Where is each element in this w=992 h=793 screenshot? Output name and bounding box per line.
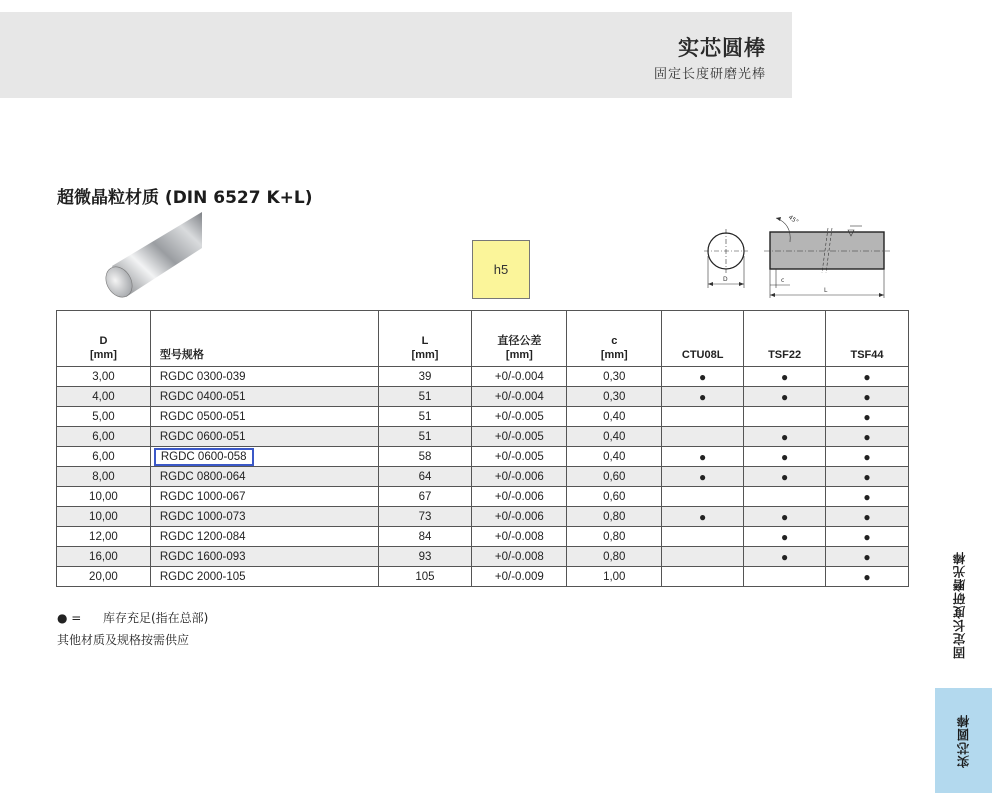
cell-tsf44: ●: [826, 567, 909, 587]
cell-ctu08l: ●: [662, 367, 744, 387]
cell-tolerance: +0/-0.006: [472, 467, 567, 487]
page-subtitle: 固定长度研磨光棒: [653, 67, 766, 82]
cell-model: [150, 447, 378, 467]
cell-tolerance: +0/-0.008: [472, 527, 567, 547]
cell-l: 58: [378, 447, 472, 467]
table-header-row: [57, 311, 909, 367]
cell-l: 84: [378, 527, 472, 547]
cell-tolerance: +0/-0.005: [472, 447, 567, 467]
cell-model: RGDC 2000-105: [150, 567, 378, 587]
cell-tsf44: ●: [826, 547, 909, 567]
cell-l: 51: [378, 427, 472, 447]
table-row: [57, 487, 909, 507]
cross-section-view: [704, 229, 748, 288]
drawing-label-c: c: [781, 277, 785, 284]
cell-ctu08l: [662, 527, 744, 547]
side-tab-label: 固定长度研磨光棒: [952, 551, 967, 659]
cell-model: RGDC 1600-093: [150, 547, 378, 567]
cell-tolerance: +0/-0.005: [472, 427, 567, 447]
cell-tsf44: ●: [826, 447, 909, 467]
cell-l: 51: [378, 387, 472, 407]
table-row: [57, 567, 909, 587]
table-row: [57, 427, 909, 447]
legend: [57, 609, 208, 626]
table-row: [57, 367, 909, 387]
table-row: [57, 387, 909, 407]
drawing-label-l: L: [824, 287, 828, 294]
cell-tsf44: ●: [826, 527, 909, 547]
cell-tolerance: +0/-0.006: [472, 507, 567, 527]
cell-ctu08l: ●: [662, 467, 744, 487]
cell-c: 0,80: [567, 527, 662, 547]
rod-image: [100, 208, 210, 303]
cell-d: 12,00: [57, 527, 151, 547]
header-band: [0, 12, 792, 98]
cell-l: 105: [378, 567, 472, 587]
cell-d: 3,00: [57, 367, 151, 387]
legend-symbol: ● =: [57, 611, 82, 625]
cell-tsf22: ●: [744, 387, 826, 407]
cell-c: 0,40: [567, 427, 662, 447]
cell-d: 5,00: [57, 407, 151, 427]
col-header-tsf44: TSF44: [826, 311, 909, 367]
cell-d: 6,00: [57, 447, 151, 467]
cell-d: 20,00: [57, 567, 151, 587]
cell-ctu08l: [662, 567, 744, 587]
cell-tsf22: ●: [744, 507, 826, 527]
cell-model: RGDC 0800-064: [150, 467, 378, 487]
cell-d: 6,00: [57, 427, 151, 447]
cell-c: 1,00: [567, 567, 662, 587]
cell-c: 0,40: [567, 447, 662, 467]
col-header-d: D [mm]: [57, 311, 151, 367]
cell-tolerance: +0/-0.004: [472, 387, 567, 407]
cell-model: RGDC 0300-039: [150, 367, 378, 387]
col-header-model: 型号规格: [150, 311, 378, 367]
cell-ctu08l: ●: [662, 387, 744, 407]
side-tab-solid-rod[interactable]: [935, 688, 992, 793]
col-header-tsf22: TSF22: [744, 311, 826, 367]
cell-c: 0,80: [567, 507, 662, 527]
table-row: [57, 407, 909, 427]
cell-ctu08l: [662, 547, 744, 567]
highlighted-model[interactable]: RGDC 0600-058: [154, 448, 254, 466]
legend-text: 库存充足(指在总部): [103, 611, 209, 625]
table-row: [57, 527, 909, 547]
cell-tolerance: +0/-0.004: [472, 367, 567, 387]
cell-d: 16,00: [57, 547, 151, 567]
cell-model: RGDC 1200-084: [150, 527, 378, 547]
availability-note: 其他材质及规格按需供应: [57, 633, 190, 647]
cell-tsf22: [744, 567, 826, 587]
col-header-l: L [mm]: [378, 311, 472, 367]
cell-tsf22: ●: [744, 527, 826, 547]
cell-ctu08l: ●: [662, 447, 744, 467]
cell-c: 0,80: [567, 547, 662, 567]
cell-l: 39: [378, 367, 472, 387]
cell-c: 0,60: [567, 467, 662, 487]
spec-table: [56, 310, 909, 587]
cell-ctu08l: [662, 407, 744, 427]
cell-tolerance: +0/-0.006: [472, 487, 567, 507]
cell-tsf22: ●: [744, 367, 826, 387]
cell-ctu08l: [662, 487, 744, 507]
cell-l: 67: [378, 487, 472, 507]
cell-tsf44: ●: [826, 487, 909, 507]
cell-c: 0,30: [567, 367, 662, 387]
cell-tsf22: [744, 487, 826, 507]
cell-l: 93: [378, 547, 472, 567]
cell-tsf22: ●: [744, 467, 826, 487]
col-header-ctu08l: CTU08L: [662, 311, 744, 367]
cell-c: 0,40: [567, 407, 662, 427]
cell-tsf44: ●: [826, 367, 909, 387]
cell-tsf22: ●: [744, 427, 826, 447]
cell-c: 0,30: [567, 387, 662, 407]
technical-drawing: [700, 206, 890, 301]
table-row: [57, 507, 909, 527]
cell-tsf44: ●: [826, 467, 909, 487]
cell-d: 4,00: [57, 387, 151, 407]
cell-tsf22: [744, 407, 826, 427]
cell-ctu08l: [662, 427, 744, 447]
cell-model: RGDC 1000-073: [150, 507, 378, 527]
cell-tsf44: ●: [826, 387, 909, 407]
cell-model: RGDC 0500-051: [150, 407, 378, 427]
cell-tsf22: ●: [744, 547, 826, 567]
page-title: 实芯圆棒: [678, 36, 766, 60]
side-tab-ground-rod[interactable]: [940, 530, 980, 680]
drawing-label-angle: 45°: [786, 213, 800, 226]
table-row: [57, 547, 909, 567]
cell-model: RGDC 1000-067: [150, 487, 378, 507]
side-tab-label: 实芯圆棒: [955, 713, 971, 768]
table-row: [57, 447, 909, 467]
section-title: 超微晶粒材质 (DIN 6527 K+L): [57, 188, 313, 208]
cell-ctu08l: ●: [662, 507, 744, 527]
col-header-c: c [mm]: [567, 311, 662, 367]
cell-model: RGDC 0400-051: [150, 387, 378, 407]
cell-tolerance: +0/-0.005: [472, 407, 567, 427]
cell-tsf44: ●: [826, 407, 909, 427]
cell-tsf44: ●: [826, 507, 909, 527]
cell-c: 0,60: [567, 487, 662, 507]
tolerance-class-box: h5: [472, 240, 530, 299]
cell-tolerance: +0/-0.008: [472, 547, 567, 567]
drawing-label-d: D: [723, 276, 728, 283]
col-header-tolerance: 直径公差 [mm]: [472, 311, 567, 367]
cell-d: 8,00: [57, 467, 151, 487]
cell-l: 64: [378, 467, 472, 487]
cell-d: 10,00: [57, 507, 151, 527]
table-row: [57, 467, 909, 487]
cell-l: 51: [378, 407, 472, 427]
cell-model: RGDC 0600-051: [150, 427, 378, 447]
cell-tsf22: ●: [744, 447, 826, 467]
cell-tolerance: +0/-0.009: [472, 567, 567, 587]
cell-l: 73: [378, 507, 472, 527]
side-view: [764, 214, 890, 298]
cell-tsf44: ●: [826, 427, 909, 447]
cell-d: 10,00: [57, 487, 151, 507]
